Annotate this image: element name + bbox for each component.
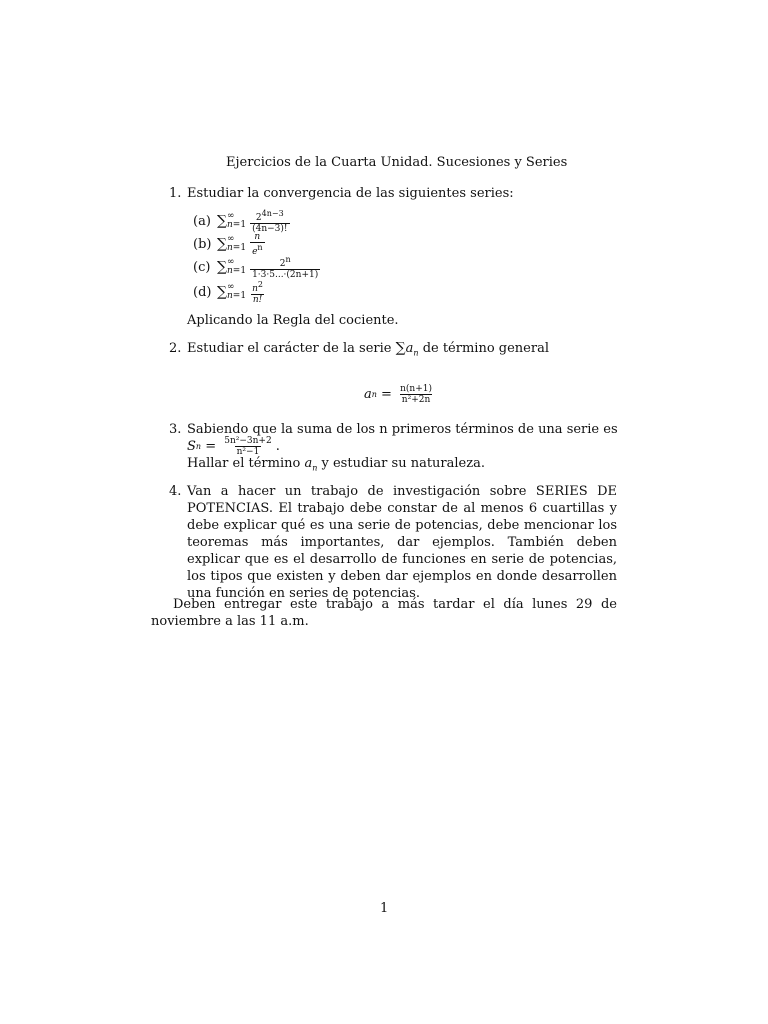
page-title: Ejercicios de la Cuarta Unidad. Sucesiones y Series — [226, 155, 568, 170]
sn-formula: S n = $\frac{\text{5n²−3n+2}}{\text{n²−1}}$ . — [187, 436, 280, 457]
general-term-formula: a n = $\frac{n(n+1)}{\text{n²+2n}}$ — [364, 384, 432, 405]
series-d: (d) ∑ ∞ n=1 $\frac{n2}{n!}$ — [193, 279, 263, 305]
question-2-text: Estudiar el carácter de la serie $\sum a_n$ de término general — [187, 340, 549, 358]
question-4-text: Van a hacer un trabajo de investigación sobre SERIES DE POTENCIAS. El trabajo debe constar de al menos 6 cuartillas y debe explicar qué es una serie de potencias, debe mencionar los teoremas más importantes, dar ejemplos. También deben explicar que es el desarrollo de funciones en serie de potencias, los tipos que existen y deben dar ejemplos en donde desarrollen una función en series de potencias. — [187, 484, 617, 601]
question-3-line-1: Sabiendo que la suma de los n primeros términos de una serie es — [187, 422, 618, 437]
closing-paragraph: Deben entregar este trabajo a más tardar el día lunes 29 de noviembre a las 11 a.m. — [151, 597, 617, 629]
question-2-number: 2. — [169, 341, 182, 356]
series-c: (c) ∑ ∞ n=1 $\frac{2n}{1\cdot 3\cdot 5...\cdot(2n+1)}$ — [193, 254, 319, 280]
question-1-text: Estudiar la convergencia de las siguientes series: — [187, 186, 514, 201]
series-a: (a) ∑ ∞ n=1 $\frac{24n-3}{(4n-3)!}$ — [193, 208, 288, 234]
page-number: 1 — [380, 901, 389, 916]
question-3-line-3: Hallar el término $a_n$ y estudiar su naturaleza. — [187, 456, 485, 473]
question-1-number: 1. — [169, 186, 182, 201]
question-3-number: 3. — [169, 422, 182, 437]
question-4-number: 4. — [169, 484, 182, 499]
question-1-note: Aplicando la Regla del cociente. — [187, 313, 399, 328]
series-b: (b) ∑ ∞ n=1 $\frac{n}{en}$ — [193, 231, 263, 257]
